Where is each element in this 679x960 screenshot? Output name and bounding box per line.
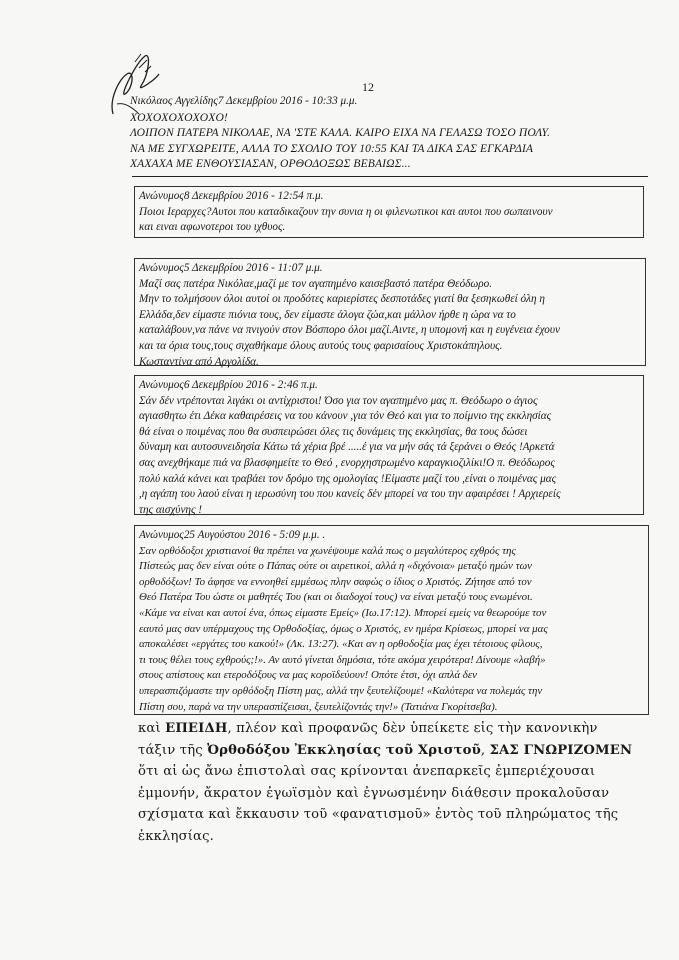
- decision-line: ἐμμονήν, ἄκρατον ἐγωϊσμὸν καὶ ἐγνωσμένην διάθεσιν προκαλοῦσαν: [138, 785, 610, 801]
- comment-line: υπερασπιζόμαστε την ορθόδοξη Πίστη μας, αλλά την ξευτελίζουμε! «Καλύτερα να πολεμάς την: [139, 684, 543, 697]
- comment-line: αποκαλέσει «εργάτες του κακού!» (Λκ. 13:27). «Και αν η ορθοδοξία μας έχει τέτοιους φίλους,: [139, 638, 543, 651]
- comment-5: [134, 525, 649, 715]
- page-number: 12: [362, 80, 374, 94]
- comment-line: Μην το τολμήσουν όλοι αυτοί οι προδότες καριερίστες δεσποτάδες γιατί θα ξεσηκωθεί όλη η: [139, 293, 545, 306]
- decision-line: τάξιν τῆς Ὀρθοδόξου Ἐκκλησίας τοῦ Χριστοῦ, ΣΑΣ ΓΝΩΡΙΖΟΜΕΝ: [138, 742, 633, 758]
- comment-line: δύναμη και αυτοσυνειδησία Κάτω τά χέρια βρέ .....έ για να μήν σάς τά ξεράνει ο Θεός !Αρκετά: [139, 441, 555, 454]
- comment-line: «Κάμε να είναι και αυτοί ένα, όπως είμαστε Εμείς» (Ιω.17:12). Μπορεί εμείς να θεωρούμε τον: [139, 606, 547, 619]
- comment-4: [134, 375, 644, 515]
- comment-line: τι τους θέλει τους εχθρούς;!». Αν αυτό γίνεται δημόσια, τότε ακόμα χειρότερα! Δίνουμε «λαβή»: [139, 653, 546, 666]
- comment-line: αγιασθητω έτι Δέκα καθαιρέσεις να του κάνουν ,για τόν Θεό και για το ποίμνιο της εκκλησίας: [139, 410, 552, 423]
- comment-line: στους απίστους και ετεροδόξους να μας κοροϊδεύουν! Οπότε έτσι, όχι απλά δεν: [139, 669, 477, 682]
- decision-paragraph: [138, 718, 653, 847]
- comment-line: πολύ καλά κάνει και τραβάει τον δρόμο της ομολογίας !Είμαστε μαζί του ,είναι ο ποιμένας μας: [139, 472, 557, 485]
- comment-line: Ελλάδα,δεν είμαστε πιόνια τους, δεν είμαστε άλογα ζώα,και μάλλον ήρθε η ώρα να το: [139, 308, 516, 321]
- comment-line: θά είναι ο ποιμένας που θα συσπειρώσει όλες τις δυνάμεις της εκκλησίας, θα τους δώσει: [139, 425, 528, 438]
- comment-header: Ανώνυμος8 Δεκεμβρίου 2016 - 12:54 π.μ.: [139, 190, 324, 202]
- comment-line: Πίστη σου, παρά να την υπερασπίζεισαι, ξευτελίζοντάς την!» (Τατιάνα Γκορίτσεβα).: [139, 700, 498, 713]
- comment-line: και τα όρια τους,τους σιχαθήκαμε όλους αυτούς τους φαρισαίους Χριστοκάπηλους.: [139, 339, 503, 352]
- comment-line: Πίστεώς μας δεν είναι ούτε ο Πάπας ούτε οι αιρετικοί, αλλά η «διχόνοια» μεταξύ ημών των: [139, 560, 532, 573]
- comment-line: ,η αγάπη του λαού είναι η ιερωσύνη του που κανείς δέν μπορεί να του την αφαιρέσει ! Αρχιερείς: [139, 488, 561, 501]
- comment-line: ΝΑ ΜΕ ΣΥΓΧΩΡΕΙΤΕ, ΑΛΛΑ ΤΟ ΣΧΟΛΙΟ ΤΟΥ 10:55 ΚΑΙ ΤΑ ΔΙΚΑ ΣΑΣ ΕΓΚΑΡΔΙΑ: [130, 141, 534, 155]
- comment-line: Μαζί σας πατέρα Νικόλαε,μαζί με τον αγαπημένο καισεβαστό πατέρα Θεόδωρο.: [139, 277, 493, 290]
- decision-line: σχίσματα καὶ ἔκκαυσιν τοῦ «φανατισμοῦ» ἐντὸς τοῦ πληρώματος τῆς: [138, 807, 619, 822]
- comment-line: ΛΟΙΠΟΝ ΠΑΤΕΡΑ ΝΙΚΟΛΑΕ, ΝΑ 'ΣΤΕ ΚΑΛΑ. ΚΑΙΡΟ ΕΙΧΑ ΝΑ ΓΕΛΑΣΩ ΤΟΣΟ ΠΟΛΥ.: [130, 126, 550, 140]
- decision-line: ὅτι αἱ ὡς ἄνω ἐπιστολαὶ σας κρίνονται ἀνεπαρκεῖς ἐμπεριέχουσαι: [138, 764, 596, 779]
- comment-line: ΧΑΧΑΧΑ ΜΕ ΕΝΘΟΥΣΙΑΣΑΝ, ΟΡΘΟΔΟΞΩΣ ΒΕΒΑΙΩΣ...: [130, 157, 411, 171]
- comment-line: ορθοδόξων! Το άφησε να εννοηθεί εμμέσως πλην σαφώς ο ίδιος ο Χριστός. Ζήτησε από τον: [139, 575, 532, 588]
- comment-line: εαυτό μας σαν υπέρμαχους της Ορθοδοξίας, όμως ο Χριστός, εν ημέρα Κρίσεως, μπορεί να μας: [139, 622, 548, 635]
- divider: [132, 176, 648, 177]
- comment-line: Σαν ορθόδοξοι χριστιανοί θα πρέπει να χωνέψουμε καλά πως ο μεγαλύτερος εχθρός της: [139, 544, 516, 557]
- comment-header: Ανώνυμος25 Αυγούστου 2016 - 5:09 μ.μ. .: [139, 529, 326, 541]
- comment-line: Ποιοι Ιεραρχες?Αυτοι που καταδικαζουν την συνια η οι φιλενωτικοι και αυτοι που σωπαινουν: [139, 205, 553, 218]
- comment-header: Ανώνυμος6 Δεκεμβρίου 2016 - 2:46 π.μ.: [139, 379, 318, 391]
- comment-line: ΧΟΧΟΧΟΧΟΧΟΧΟ!: [130, 110, 228, 124]
- decision-line: ἐκκλησίας.: [138, 828, 214, 844]
- comment-line: Θεό Πατέρα Του ώστε οι μαθητές Του (και οι διαδοχοί τους) να είναι μεταξύ τους ενωμένοι.: [139, 591, 533, 604]
- comment-line: καταλάβουν,να πάνε να πνιγούν στον Βόσπορο όλοι μαζί.Αιντε, η υπομονή και η ευγένεια έχουν: [139, 324, 560, 337]
- comment-3: [134, 258, 646, 366]
- comment-header: Ανώνυμος5 Δεκεμβρίου 2016 - 11:07 μ.μ.: [139, 262, 323, 274]
- comment-line: Σάν δέν ντρέπονται λιγάκι οι αντίχριστοι! Όσο για τον αγαπημένο μας π. Θεόδωρο ο άγιος: [139, 394, 538, 407]
- comment-2: [134, 186, 644, 238]
- comment-line: Κωσταντίνα από Αργολίδα.: [139, 355, 259, 368]
- comment-header: Νικόλαος Αγγελίδης7 Δεκεμβρίου 2016 - 10:33 μ.μ.: [130, 95, 358, 107]
- comment-line: σας ανεχθήκαμε πιά να βλασφημείτε το Θεό , ενορχηστρωμένο καραγκιοζιλίκι!Ο π. Θεόδωρος: [139, 456, 555, 469]
- comment-1: [130, 94, 650, 172]
- comment-line: της αισχύνης !: [139, 503, 203, 516]
- comment-line: και ειναι αφωνοτεροι του ιχθυος.: [139, 221, 286, 234]
- decision-line: καὶ ΕΠΕΙΔΗ, πλέον καὶ προφανῶς δὲν ὑπείκετε εἰς τὴν κανονικὴν: [138, 721, 598, 736]
